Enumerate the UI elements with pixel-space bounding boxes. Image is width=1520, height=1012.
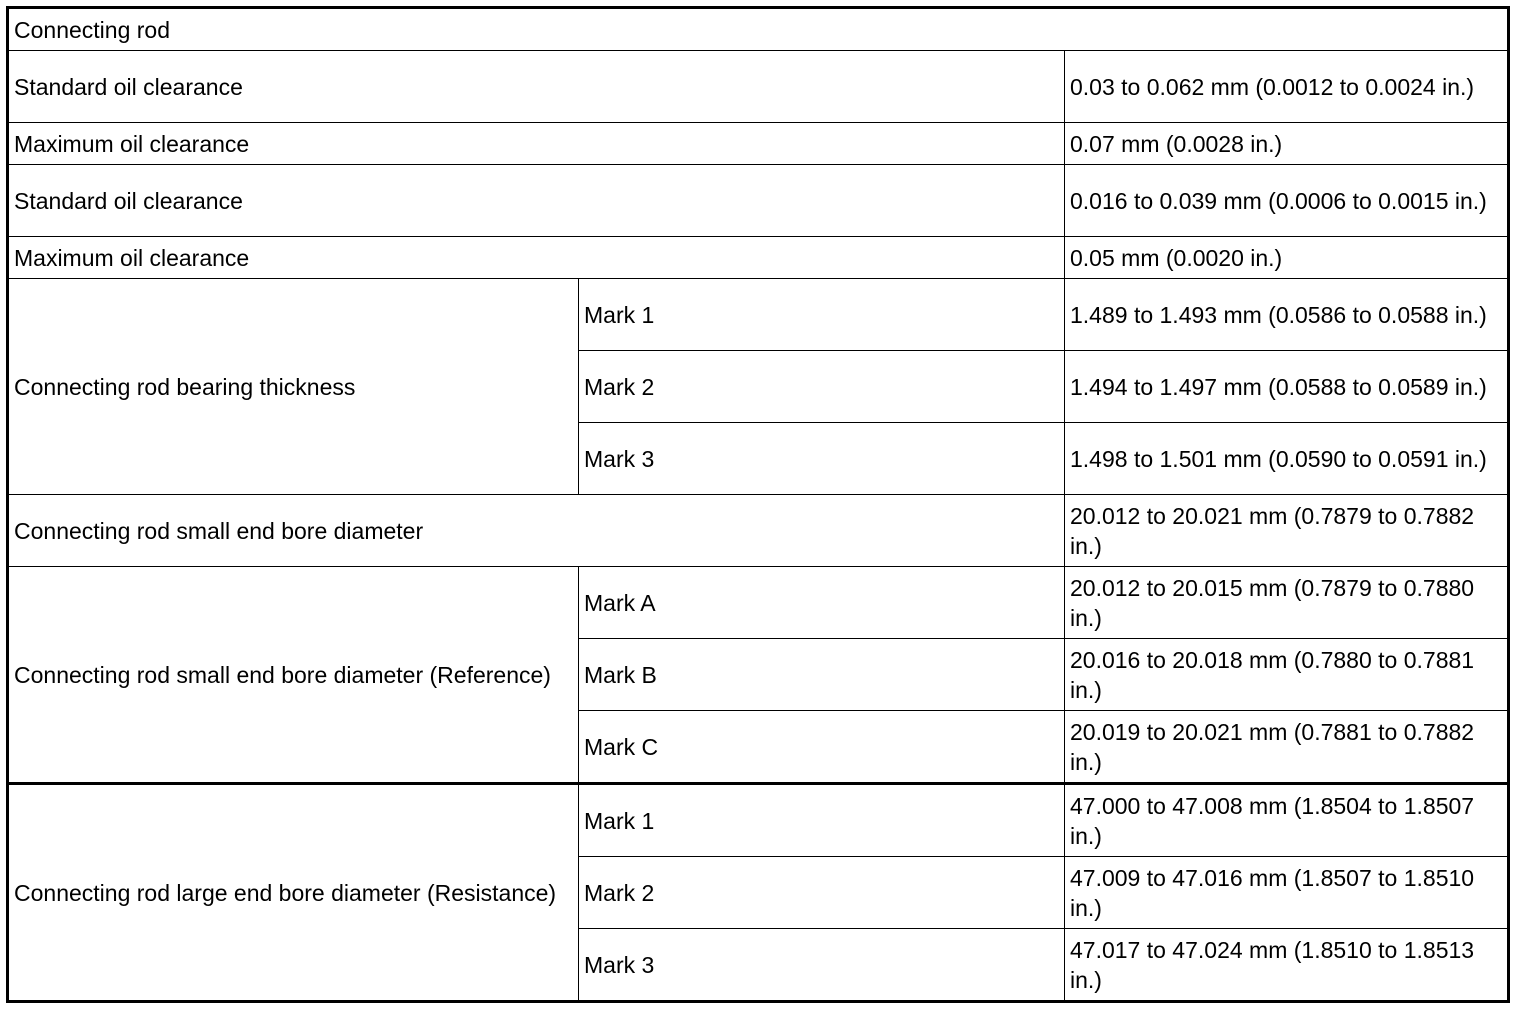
table-row xyxy=(8,237,1509,279)
mark-value: 47.000 to 47.008 mm (1.8504 to 1.8507 in.) xyxy=(1065,784,1509,857)
table-row xyxy=(8,567,1509,639)
table-title-row xyxy=(8,8,1509,51)
small-end-label: Connecting rod small end bore diameter xyxy=(8,495,1065,567)
mark-label: Mark 3 xyxy=(579,929,1065,1002)
mark-value: 1.498 to 1.501 mm (0.0590 to 0.0591 in.) xyxy=(1065,423,1509,495)
small-end-reference-label: Connecting rod small end bore diameter (Reference) xyxy=(8,567,579,784)
mark-label: Mark 2 xyxy=(579,857,1065,929)
large-end-resistance-label: Connecting rod large end bore diameter (Resistance) xyxy=(8,784,579,1002)
mark-value: 20.016 to 20.018 mm (0.7880 to 0.7881 in.) xyxy=(1065,639,1509,711)
spec-value: 0.07 mm (0.0028 in.) xyxy=(1065,123,1509,165)
spec-label: Standard oil clearance xyxy=(8,165,1065,237)
table-row xyxy=(8,784,1509,857)
mark-value: 47.009 to 47.016 mm (1.8507 to 1.8510 in.) xyxy=(1065,857,1509,929)
spec-label: Maximum oil clearance xyxy=(8,123,1065,165)
mark-label: Mark 2 xyxy=(579,351,1065,423)
mark-value: 1.494 to 1.497 mm (0.0588 to 0.0589 in.) xyxy=(1065,351,1509,423)
table-title: Connecting rod xyxy=(8,8,1509,51)
small-end-value: 20.012 to 20.021 mm (0.7879 to 0.7882 in.) xyxy=(1065,495,1509,567)
mark-value: 20.019 to 20.021 mm (0.7881 to 0.7882 in.) xyxy=(1065,711,1509,784)
mark-label: Mark 3 xyxy=(579,423,1065,495)
mark-value: 1.489 to 1.493 mm (0.0586 to 0.0588 in.) xyxy=(1065,279,1509,351)
spec-value: 0.03 to 0.062 mm (0.0012 to 0.0024 in.) xyxy=(1065,51,1509,123)
table-row xyxy=(8,165,1509,237)
mark-label: Mark 1 xyxy=(579,279,1065,351)
spec-label: Maximum oil clearance xyxy=(8,237,1065,279)
spec-value: 0.016 to 0.039 mm (0.0006 to 0.0015 in.) xyxy=(1065,165,1509,237)
table-row xyxy=(8,495,1509,567)
mark-value: 47.017 to 47.024 mm (1.8510 to 1.8513 in.) xyxy=(1065,929,1509,1002)
mark-label: Mark A xyxy=(579,567,1065,639)
mark-label: Mark 1 xyxy=(579,784,1065,857)
spec-value: 0.05 mm (0.0020 in.) xyxy=(1065,237,1509,279)
mark-label: Mark B xyxy=(579,639,1065,711)
bearing-thickness-label: Connecting rod bearing thickness xyxy=(8,279,579,495)
spec-label: Standard oil clearance xyxy=(8,51,1065,123)
connecting-rod-spec-table xyxy=(6,6,1510,1003)
table-row xyxy=(8,123,1509,165)
table-row xyxy=(8,279,1509,351)
mark-value: 20.012 to 20.015 mm (0.7879 to 0.7880 in.) xyxy=(1065,567,1509,639)
mark-label: Mark C xyxy=(579,711,1065,784)
table-row xyxy=(8,51,1509,123)
